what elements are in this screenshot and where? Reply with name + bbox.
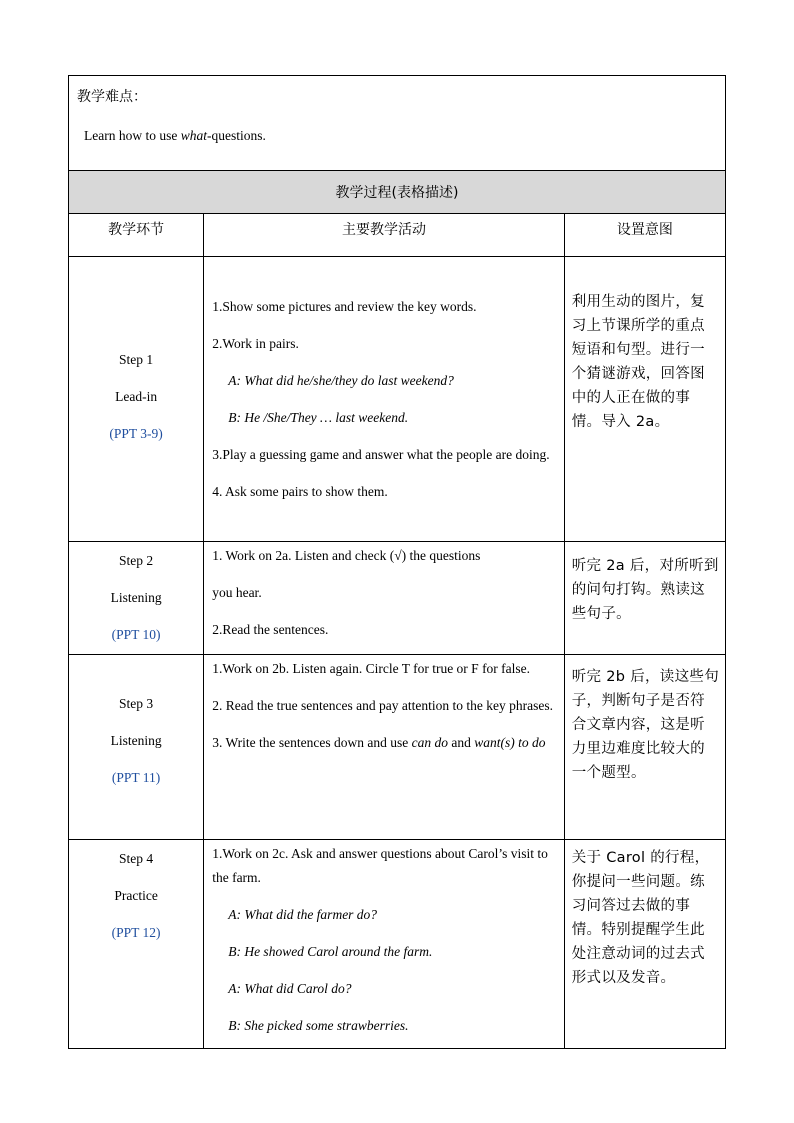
activities-cell <box>204 840 565 1049</box>
column-header-intent: 设置意图 <box>564 214 725 257</box>
step-ppt: (PPT 3-9) <box>109 426 163 441</box>
activity-text-italic: want(s) to do <box>474 735 546 750</box>
activity-line: A: What did he/she/they do last weekend? <box>228 373 454 388</box>
activities-cell <box>204 542 565 655</box>
intent-cell <box>564 542 725 655</box>
activity-line: you hear. <box>212 585 262 600</box>
step-name: Step 4 <box>119 851 154 866</box>
step-stage: Practice <box>114 888 158 903</box>
intent-text: 利用生动的图片，复习上节课所学的重点短语和句型。进行一个猜谜游戏，回答图中的人正在做的事情。导入 2a。 <box>571 294 705 430</box>
difficulty-text <box>84 128 717 144</box>
activity-line: 2.Read the sentences. <box>212 622 329 637</box>
activity-line: 4. Ask some pairs to show them. <box>212 484 388 499</box>
table-row <box>69 257 726 542</box>
activity-text-italic: can do <box>411 735 448 750</box>
activity-line: 2. Read the true sentences and pay attention to the key phrases. <box>212 698 553 713</box>
step-name: Step 1 <box>119 352 154 367</box>
step-cell <box>69 655 204 840</box>
activity-line: B: She picked some strawberries. <box>228 1018 409 1033</box>
activity-text: 3. Write the sentences down and use <box>212 735 412 750</box>
difficulty-title: 教学难点： <box>77 89 147 105</box>
difficulty-text-part: -questions. <box>207 128 266 143</box>
step-stage: Listening <box>110 590 162 605</box>
activity-line: 2.Work in pairs. <box>212 336 299 351</box>
activity-line: A: What did Carol do? <box>228 981 352 996</box>
step-stage: Lead-in <box>115 389 158 404</box>
intent-text: 关于 Carol 的行程，你提问一些问题。练习问答过去做的事情。特别提醒学生此处注意动词的过去式形式以及发音。 <box>571 850 710 986</box>
step-name: Step 3 <box>119 696 154 711</box>
activity-line: B: He /She/They … last weekend. <box>228 410 409 425</box>
difficulty-cell <box>69 76 726 171</box>
lesson-plan-table <box>68 75 726 1049</box>
intent-text: 听完 2b 后，读这些句子，判断句子是否符合文章内容，这是听力里边难度比较大的一个题型。 <box>571 669 719 781</box>
column-header-activities: 主要教学活动 <box>204 214 565 257</box>
difficulty-text-italic: what <box>180 128 207 143</box>
table-row <box>69 542 726 655</box>
step-ppt: (PPT 12) <box>111 925 161 940</box>
step-cell <box>69 257 204 542</box>
intent-cell <box>564 840 725 1049</box>
activity-line: 1.Show some pictures and review the key words. <box>212 299 477 314</box>
activity-line: 1.Work on 2c. Ask and answer questions about Carol’s visit to the farm. <box>212 846 548 885</box>
intent-cell <box>564 655 725 840</box>
step-ppt: (PPT 11) <box>111 770 161 785</box>
step-name: Step 2 <box>119 553 154 568</box>
difficulty-row <box>69 76 726 171</box>
table-row <box>69 840 726 1049</box>
step-cell <box>69 840 204 1049</box>
activity-line: A: What did the farmer do? <box>228 907 378 922</box>
difficulty-text-part: Learn how to use <box>84 128 181 143</box>
activity-text: and <box>447 735 475 750</box>
step-ppt: (PPT 10) <box>111 627 161 642</box>
activity-line: B: He showed Carol around the farm. <box>228 944 433 959</box>
activity-line: 3.Play a guessing game and answer what the people are doing. <box>212 447 550 462</box>
step-cell <box>69 542 204 655</box>
table-row <box>69 655 726 840</box>
intent-text: 听完 2a 后，对所听到的问句打钩。熟读这些句子。 <box>571 558 719 622</box>
column-header-stage: 教学环节 <box>69 214 204 257</box>
column-header-row <box>69 214 726 257</box>
activity-line <box>212 731 556 755</box>
lesson-plan-page <box>68 75 726 1049</box>
process-title-row <box>69 171 726 214</box>
activities-cell <box>204 655 565 840</box>
activities-cell <box>204 257 565 542</box>
process-title: 教学过程(表格描述) <box>69 171 726 214</box>
activity-line: 1. Work on 2a. Listen and check (√) the questions <box>212 548 481 563</box>
step-stage: Listening <box>110 733 162 748</box>
activity-line: 1.Work on 2b. Listen again. Circle T for true or F for false. <box>212 661 531 676</box>
intent-cell <box>564 257 725 542</box>
